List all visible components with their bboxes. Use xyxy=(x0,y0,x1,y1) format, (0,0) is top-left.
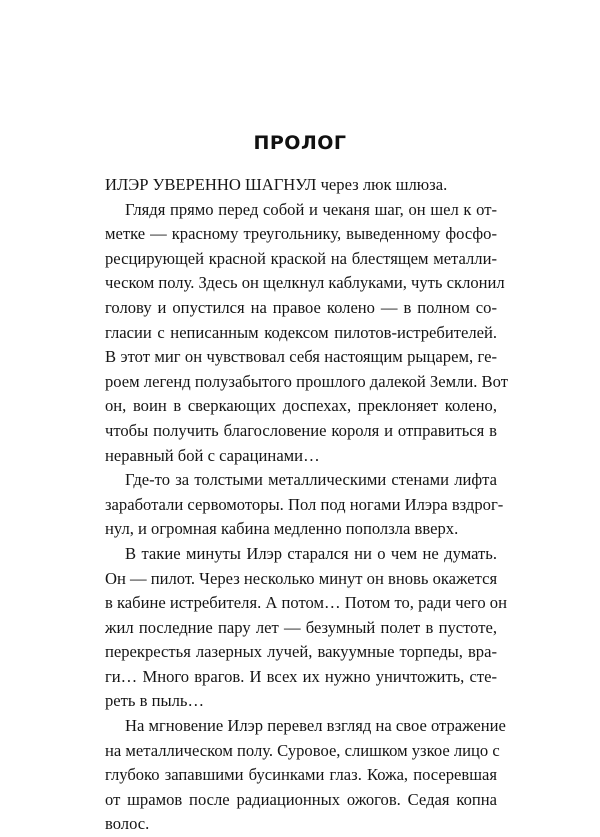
text-line: На мгновение Илэр перевел взгляд на свое отражение xyxy=(125,716,506,736)
text-line: реть в пыль… xyxy=(105,691,205,711)
text-line: от шрамов после радиационных ожогов. Седая копна xyxy=(105,789,497,809)
text-line: глубоко запавшими бусинками глаз. Кожа, посеревшая xyxy=(105,765,497,785)
text-line: на металлическом полу. Суровое, слишком узкое лицо с xyxy=(105,740,500,760)
chapter-title: ПРОЛОГ xyxy=(253,132,347,154)
text-line: ческом полу. Здесь он щелкнул каблуками, чуть склонил xyxy=(105,273,505,293)
chapter-text xyxy=(105,173,508,837)
text-line: нул, и огромная кабина медленно поползла вверх. xyxy=(105,519,459,539)
text-line: ресцирующей красной краской на блестящем металли- xyxy=(105,248,497,268)
text-line: заработали сервомоторы. Пол под ногами Илэра вздрог- xyxy=(105,494,504,514)
text-line: метке — красному треугольнику, выведенному фосфо- xyxy=(105,224,497,244)
text-line: ги… Много врагов. И всех их нужно уничтожить, сте- xyxy=(105,666,497,686)
text-line: в кабине истребителя. А потом… Потом то, ради чего он xyxy=(105,593,507,613)
text-line: В этот миг он чувствовал себя настоящим рыцарем, ге- xyxy=(105,347,497,367)
text-line: голову и опустился на правое колено — в полном со- xyxy=(105,297,497,317)
text-line: роем легенд полузабытого прошлого далекой Земли. Вот xyxy=(105,371,508,391)
text-line: жил последние пару лет — безумный полет в пустоте, xyxy=(105,617,497,637)
text-line: В такие минуты Илэр старался ни о чем не думать. xyxy=(125,543,497,563)
text-line: ИЛЭР УВЕРЕННО ШАГНУЛ через люк шлюза. xyxy=(105,175,448,194)
text-line: неравный бой с сарацинами… xyxy=(105,445,320,465)
text-line: гласии с неписанным кодексом пилотов-истребителей. xyxy=(105,322,497,342)
text-line: перекрестья лазерных лучей, вакуумные торпеды, вра- xyxy=(105,642,497,662)
text-line: волос. xyxy=(105,814,150,834)
text-line: чтобы получить благословение короля и отправиться в xyxy=(105,420,497,440)
text-line: Где-то за толстыми металлическими стенами лифта xyxy=(125,470,497,490)
text-line: Глядя прямо перед собой и чеканя шаг, он шел к от- xyxy=(125,199,497,219)
text-line: Он — пилот. Через несколько минут он вновь окажется xyxy=(105,568,498,588)
text-line: он, воин в сверкающих доспехах, преклоняет колено, xyxy=(105,396,497,416)
